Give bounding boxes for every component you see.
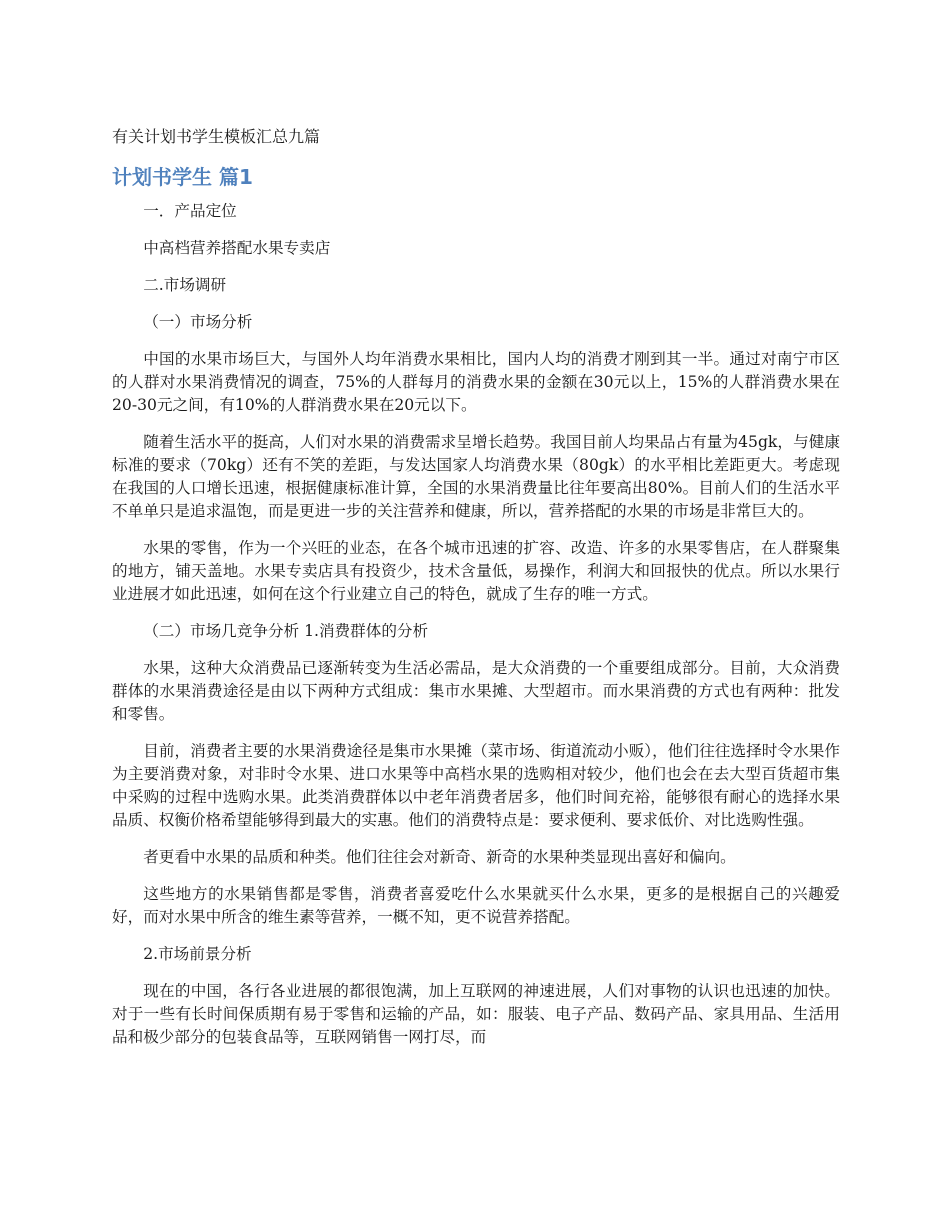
heading-market-outlook: 2.市场前景分析: [143, 945, 252, 963]
heading-competition-analysis: （二）市场几竞争分析 1.消费群体的分析: [143, 622, 429, 640]
paragraph: 水果的零售，作为一个兴旺的业态，在各个城市迅速的扩容、改造、许多的水果零售店，在人群聚集的地方，铺天盖地。水果专卖店具有投资少，技术含量低，易操作，利润大和回报快的优点。所以水果行业进展才如此迅速，如何在这个行业建立自己的特色，就成了生存的唯一方式。: [112, 539, 840, 603]
paragraph: 目前，消费者主要的水果消费途径是集市水果摊（菜市场、街道流动小贩），他们往往选择时令水果作为主要消费对象，对非时令水果、进口水果等中高档水果的选购相对较少，他们也会在去大型百货超市集中采购的过程中选购水果。此类消费群体以中老年消费者居多，他们时间充裕，能够很有耐心的选择水果品质、权衡价格希望能够得到最大的实惠。他们的消费特点是：要求便利、要求低价、对比选购性强。: [112, 742, 840, 829]
paragraph: 随着生活水平的挺高，人们对水果的消费需求呈增长趋势。我国目前人均果品占有量为45gk，与健康标准的要求（70kg）还有不笑的差距，与发达国家人均消费水果（80gk）的水平相比差距更大。考虑现在我国的人口增长迅速，根据健康标准计算，全国的水果消费量比往年要高出80%。目前人们的生活水平不单单只是追求温饱，而是更进一步的关注营养和健康，所以，营养搭配的水果的市场是非常巨大的。: [112, 433, 840, 520]
paragraph: 现在的中国，各行各业进展的都很饱满，加上互联网的神速进展，人们对事物的认识也迅速的加快。对于一些有长时间保质期有易于零售和运输的产品，如：服装、电子产品、数码产品、家具用品、生活用品和极少部分的包装食品等，互联网销售一网打尽，而: [112, 982, 840, 1046]
paragraph: 水果，这种大众消费品已逐渐转变为生活必需品，是大众消费的一个重要组成部分。目前，大众消费群体的水果消费途径是由以下两种方式组成：集市水果摊、大型超市。而水果消费的方式也有两种：批发和零售。: [112, 659, 840, 723]
document-body: [112, 200, 840, 1063]
document-title: 有关计划书学生模板汇总九篇: [112, 127, 321, 146]
paragraph: 者更看中水果的品质和种类。他们往往会对新奇、新奇的水果种类显现出喜好和偏向。: [143, 848, 736, 866]
paragraph: 中国的水果市场巨大，与国外人均年消费水果相比，国内人均的消费才刚到其一半。通过对南宁市区的人群对水果消费情况的调查，75%的人群每月的消费水果的金额在30元以上，15%的人群消费水果在20-30元之间，有10%的人群消费水果在20元以下。: [112, 350, 840, 414]
paragraph: 中高档营养搭配水果专卖店: [143, 239, 331, 257]
heading-market-research: 二.市场调研: [143, 276, 227, 294]
heading-market-analysis: （一）市场分析: [143, 313, 253, 331]
paragraph: 这些地方的水果销售都是零售，消费者喜爱吃什么水果就买什么水果，更多的是根据自己的兴趣爱好，而对水果中所含的维生素等营养，一概不知，更不说营养搭配。: [112, 885, 840, 926]
section-heading: 计划书学生 篇1: [112, 165, 253, 189]
heading-product-positioning: 一．产品定位: [143, 202, 237, 220]
